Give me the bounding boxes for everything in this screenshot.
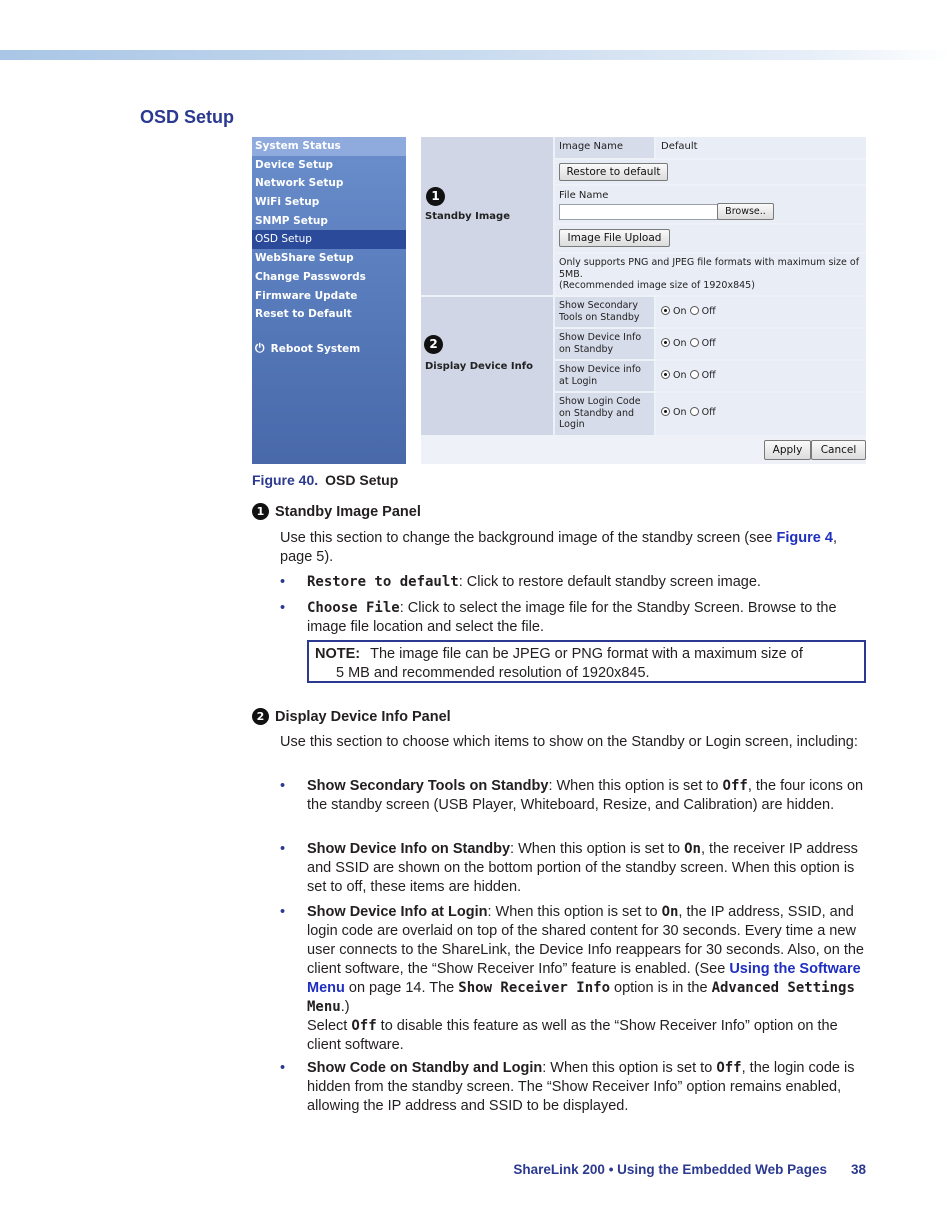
desc: : Click to restore default standby screen image. xyxy=(458,574,761,590)
figure-4-link[interactable]: Figure 4 xyxy=(776,530,833,546)
on-label: On xyxy=(673,407,687,418)
off-label: Off xyxy=(701,370,716,381)
on-label: On xyxy=(673,306,687,317)
note-line-2: 5 MB and recommended resolution of 1920x845. xyxy=(336,665,650,681)
standby-image-label: Standby Image xyxy=(425,211,510,222)
value: On xyxy=(684,841,701,857)
desc: , the IP address, SSID, and login code are overlaid on top of the shared content for 30 seconds. Every time a new user connects to the ShareLink, the Device Info reappears for 30 seconds. Also, on the client software, the “Show Receiver Info” feature is enabled. (See xyxy=(307,904,864,977)
value: On xyxy=(661,904,679,920)
option-label-device-info-login: Show Device info at Login xyxy=(555,361,654,391)
power-icon: ⏻ xyxy=(255,340,265,355)
reboot-system-button[interactable] xyxy=(252,338,406,358)
radio-on-login-code[interactable] xyxy=(661,407,670,416)
sidebar-item-snmp-setup[interactable]: SNMP Setup xyxy=(255,214,328,227)
off-label: Off xyxy=(701,306,716,317)
image-file-upload-button[interactable]: Image File Upload xyxy=(559,229,670,247)
radio-off-secondary-tools[interactable] xyxy=(690,306,699,315)
term: Show Secondary Tools on Standby xyxy=(307,778,549,794)
standby-panel-heading xyxy=(252,503,421,520)
file-name-input[interactable] xyxy=(559,204,718,220)
term: Show Code on Standby and Login xyxy=(307,1060,543,1076)
radio-on-secondary-tools[interactable] xyxy=(661,306,670,315)
term: Show Device Info on Standby xyxy=(307,841,511,857)
radio-off-login-code[interactable] xyxy=(690,407,699,416)
bullet-icon: • xyxy=(280,778,286,794)
bullet-icon: • xyxy=(280,574,286,590)
desc: .) xyxy=(340,999,350,1015)
value: Advanced Settings Menu xyxy=(307,980,855,1015)
list-item xyxy=(280,573,870,592)
note-label: NOTE: xyxy=(315,646,361,662)
bullet-icon: • xyxy=(280,1060,286,1076)
desc: option is in the xyxy=(610,980,712,996)
support-note-text: Only supports PNG and JPEG file formats with maximum size of 5MB. xyxy=(559,257,860,280)
desc: to disable this feature as well as the “Show Receiver Info” option on the client software. xyxy=(307,1018,838,1053)
option-value-login-code xyxy=(656,393,866,435)
radio-off-device-info-standby[interactable] xyxy=(690,338,699,347)
value: Off xyxy=(351,1018,377,1034)
intro-text: , xyxy=(832,530,837,546)
page-number: 38 xyxy=(850,1162,866,1177)
desc: : When this option is set to xyxy=(510,841,685,857)
sidebar-item-wifi-setup[interactable]: WiFi Setup xyxy=(255,196,320,209)
option-value-device-info-login xyxy=(656,361,866,391)
term: Choose File xyxy=(307,600,400,616)
display-panel-intro: Use this section to choose which items to show on the Standby or Login screen, including: xyxy=(280,734,858,750)
value: Off xyxy=(722,778,748,794)
intro-text: Use this section to change the background image of the standby screen (see xyxy=(280,530,777,546)
desc: , the receiver IP address and SSID are shown on the bottom portion of the standby screen. When this option is set to off, these items are hidden. xyxy=(307,841,858,895)
list-item xyxy=(280,903,870,1055)
callout-1-icon: 1 xyxy=(426,187,445,206)
file-name-row xyxy=(555,186,866,223)
upload-row xyxy=(555,225,866,252)
sidebar-item-webshare-setup[interactable]: WebShare Setup xyxy=(255,252,354,265)
note-line-1: The image file can be JPEG or PNG format with a maximum size of xyxy=(370,646,803,662)
callout-1-icon: 1 xyxy=(252,503,269,520)
sidebar-item-change-passwords[interactable]: Change Passwords xyxy=(255,270,366,283)
figure-number: Figure 40. xyxy=(252,472,319,488)
standby-panel-intro xyxy=(280,529,870,567)
sidebar-nav xyxy=(252,137,406,464)
option-label-device-info-standby: Show Device Info on Standby xyxy=(555,329,654,359)
standby-panel-heading-text: Standby Image Panel xyxy=(275,504,421,520)
sidebar-item-network-setup[interactable]: Network Setup xyxy=(255,177,344,190)
desc: on page 14. The xyxy=(344,980,459,996)
option-value-device-info-standby xyxy=(656,329,866,359)
bullet-icon: • xyxy=(280,904,286,920)
page-footer xyxy=(513,1162,866,1177)
option-value-secondary-tools xyxy=(656,297,866,327)
reboot-label: Reboot System xyxy=(270,342,361,355)
option-label-login-code: Show Login Code on Standby and Login xyxy=(555,393,654,435)
bullet-icon: • xyxy=(280,600,286,616)
cancel-button[interactable]: Cancel xyxy=(811,440,866,460)
radio-on-device-info-standby[interactable] xyxy=(661,338,670,347)
apply-button[interactable]: Apply xyxy=(764,440,811,460)
callout-2-icon: 2 xyxy=(252,708,269,725)
recommended-size-text: (Recommended image size of 1920x845) xyxy=(559,280,755,291)
intro-text: page 5). xyxy=(280,549,334,565)
standby-image-group-header xyxy=(421,137,553,295)
desc: : When this option is set to xyxy=(542,1060,717,1076)
header-band xyxy=(0,50,950,60)
desc: , the four icons on the standby screen (USB Player, Whiteboard, Resize, and Calibration) are hidden. xyxy=(307,778,864,813)
callout-2-icon: 2 xyxy=(424,335,443,354)
display-device-info-label: Display Device Info xyxy=(425,361,533,372)
desc: Select xyxy=(307,1018,352,1034)
list-item xyxy=(280,1059,870,1116)
display-device-info-group-header xyxy=(421,297,553,435)
list-item xyxy=(280,777,870,815)
format-support-note xyxy=(555,254,866,295)
on-label: On xyxy=(673,338,687,349)
off-label: Off xyxy=(701,407,716,418)
osd-settings-panel xyxy=(421,137,866,464)
browse-button[interactable]: Browse.. xyxy=(717,203,774,220)
term: Show Device Info at Login xyxy=(307,904,488,920)
sidebar-item-system-status[interactable]: System Status xyxy=(252,137,406,156)
sidebar-item-reset-to-default[interactable]: Reset to Default xyxy=(255,308,352,321)
display-panel-heading-text: Display Device Info Panel xyxy=(275,709,451,725)
osd-setup-screenshot xyxy=(252,137,866,464)
bullet-icon: • xyxy=(280,841,286,857)
restore-to-default-button[interactable]: Restore to default xyxy=(559,163,668,181)
figure-caption xyxy=(252,472,398,488)
image-name-value: Default xyxy=(656,137,866,158)
radio-on-device-info-login[interactable] xyxy=(661,370,670,379)
option-label-secondary-tools: Show Secondary Tools on Standby xyxy=(555,297,654,327)
term: Restore to default xyxy=(307,574,459,590)
sidebar-item-firmware-update[interactable]: Firmware Update xyxy=(255,289,358,302)
figure-title: OSD Setup xyxy=(325,472,399,488)
footer-text: ShareLink 200 • Using the Embedded Web Pages xyxy=(513,1162,827,1177)
restore-row xyxy=(555,160,866,184)
section-title: OSD Setup xyxy=(140,107,235,127)
desc: : Click to select the image file for the Standby Screen. Browse to the image file location and select the file. xyxy=(307,600,837,635)
desc: : When this option is set to xyxy=(487,904,662,920)
software-menu-link[interactable]: Using the Software Menu xyxy=(307,961,861,996)
desc: , the login code is hidden from the standby screen. The “Show Receiver Info” option remains enabled, allowing the IP address and SSID to be displayed. xyxy=(307,1060,855,1114)
file-name-label: File Name xyxy=(559,190,609,201)
radio-off-device-info-login[interactable] xyxy=(690,370,699,379)
note-box xyxy=(307,640,866,683)
list-item xyxy=(280,840,870,897)
off-label: Off xyxy=(701,338,716,349)
sidebar-item-device-setup[interactable]: Device Setup xyxy=(255,158,333,171)
sidebar-item-osd-setup[interactable]: OSD Setup xyxy=(252,230,406,249)
list-item xyxy=(280,599,870,637)
value: Off xyxy=(716,1060,742,1076)
desc: : When this option is set to xyxy=(548,778,723,794)
display-panel-heading xyxy=(252,708,451,725)
image-name-label: Image Name xyxy=(555,137,654,158)
value: Show Receiver Info xyxy=(458,980,610,996)
on-label: On xyxy=(673,370,687,381)
